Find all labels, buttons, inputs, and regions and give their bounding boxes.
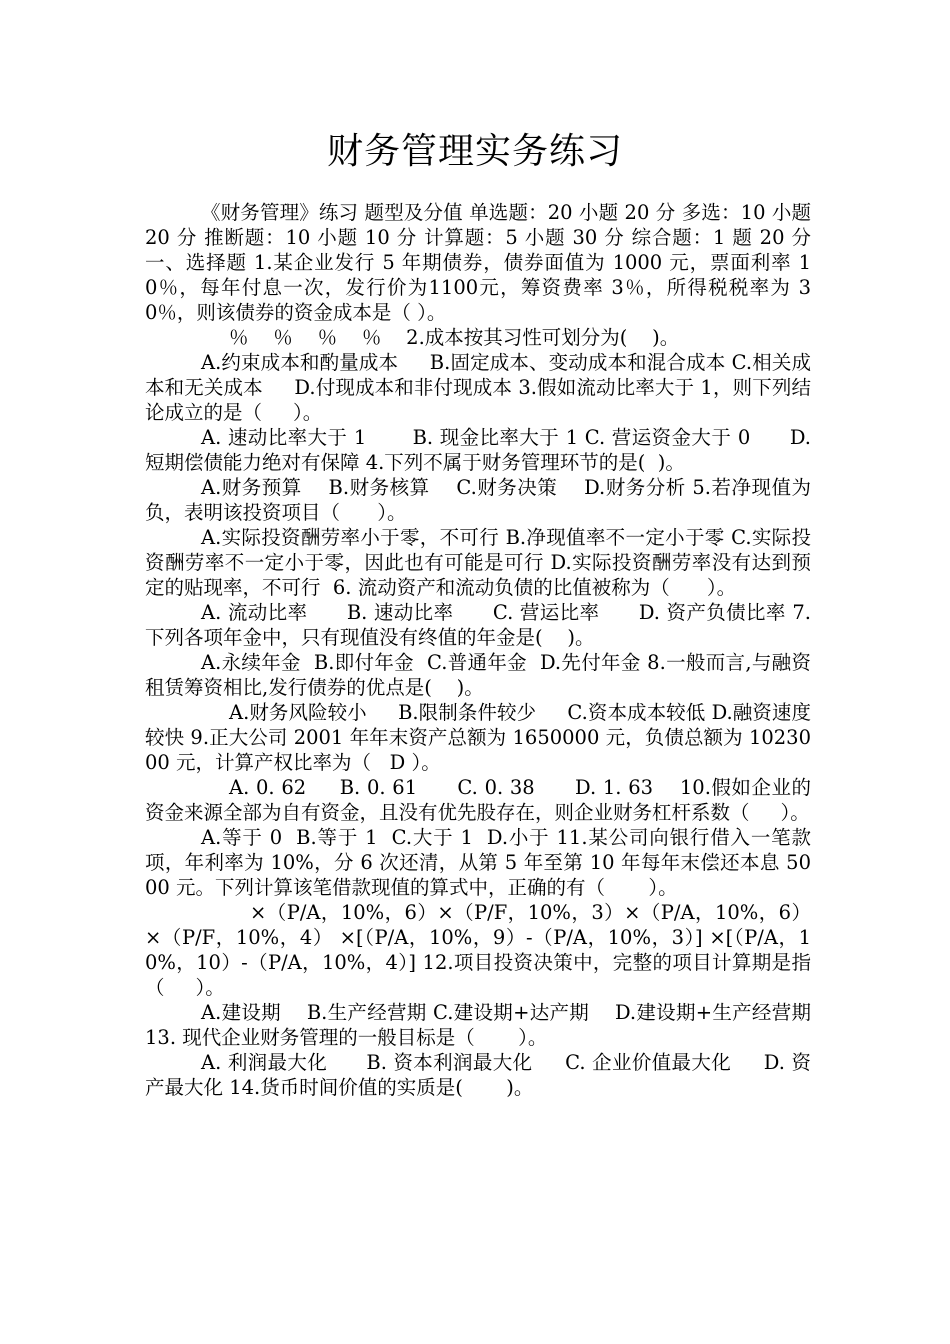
question-4-paragraph: A. 速动比率大于 1 B. 现金比率大于 1 C. 营运资金大于 0 D. 短期偿债能力绝对有保障 4.下列不属于财务管理环节的是( )。	[145, 426, 818, 474]
question-14-paragraph: A. 利润最大化 B. 资本利润最大化 C. 企业价值最大化 D. 资产最大化 14.货币时间价值的实质是( )。	[145, 1051, 811, 1099]
question-13-paragraph: A.建设期 B.生产经营期 C.建设期+达产期 D.建设期+生产经营期 13. 现代企业财务管理的一般目标是（ ）。	[145, 1001, 818, 1049]
question-12-paragraph: ×（P/A，10%，6）×（P/F，10%，3）×（P/A，10%，6）×（P/F，10%，4） ×[（P/A，10%，9）-（P/A，10%，3）] ×[（P/A，10%，10）-（P/A，10%，4）] 12.项目投资决策中，完整的项目计算期是指（ ）。	[145, 901, 812, 999]
question-7-paragraph: A. 流动比率 B. 速动比率 C. 营运比率 D. 资产负债比率 7.下列各项年金中，只有现值没有终值的年金是( )。	[145, 601, 811, 649]
question-11-paragraph: A.等于 0 B.等于 1 C.大于 1 D.小于 11.某公司向银行借入一笔款项，年利率为 10%，分 6 次还清，从第 5 年至第 10 年每年末偿还本息 5000 元。下列计算该笔借款现值的算式中，正确的有（ ）。	[145, 826, 811, 899]
question-6-paragraph: A.实际投资酬劳率小于零，不可行 B.净现值率不一定小于零 C.实际投资酬劳率不一定小于零，因此也有可能是可行 D.实际投资酬劳率没有达到预定的贴现率，不可行 6. 流动资产和流动负债的比值被称为（ ）。	[145, 526, 811, 599]
document-title: 财务管理实务练习	[326, 131, 623, 172]
question-2-paragraph: ％ ％ ％ ％ 2.成本按其习性可划分为( )。	[229, 326, 680, 349]
intro-paragraph: 《财务管理》练习 题型及分值 单选题：20 小题 20 分 多选：10 小题 20 分 推断题：10 小题 10 分 计算题：5 小题 30 分 综合题：1 题 20 分 一、选择题 1.某企业发行 5 年期债券，债券面值为 1000 元，票面利率 10％，每年付息一次，发行价为1100元，筹资费率 3％，所得税税率为 30％，则该债券的资金成本是（ ）。	[145, 201, 824, 324]
question-3-paragraph: A.约束成本和酌量成本 B.固定成本、变动成本和混合成本 C.相关成本和无关成本 D.付现成本和非付现成本 3.假如流动比率大于 1，则下列结论成立的是（ ）。	[145, 351, 811, 424]
document-body	[145, 200, 824, 1100]
question-5-paragraph: A.财务预算 B.财务核算 C.财务决策 D.财务分析 5.若净现值为负，表明该投资项目（ ）。	[145, 476, 811, 524]
question-8-paragraph: A.永续年金 B.即付年金 C.普通年金 D.先付年金 8.一般而言,与融资租赁筹资相比,发行债券的优点是( )。	[145, 651, 811, 699]
question-9-paragraph: A.财务风险较小 B.限制条件较少 C.资本成本较低 D.融资速度较快 9.正大公司 2001 年年末资产总额为 1650000 元，负债总额为 1023000 元，计算产权比率为（ D ）。	[145, 701, 811, 774]
question-10-paragraph: A. 0. 62 B. 0. 61 C. 0. 38 D. 1. 63 10.假如企业的资金来源全部为自有资金，且没有优先股存在，则企业财务杠杆系数（ ）。	[145, 776, 811, 824]
